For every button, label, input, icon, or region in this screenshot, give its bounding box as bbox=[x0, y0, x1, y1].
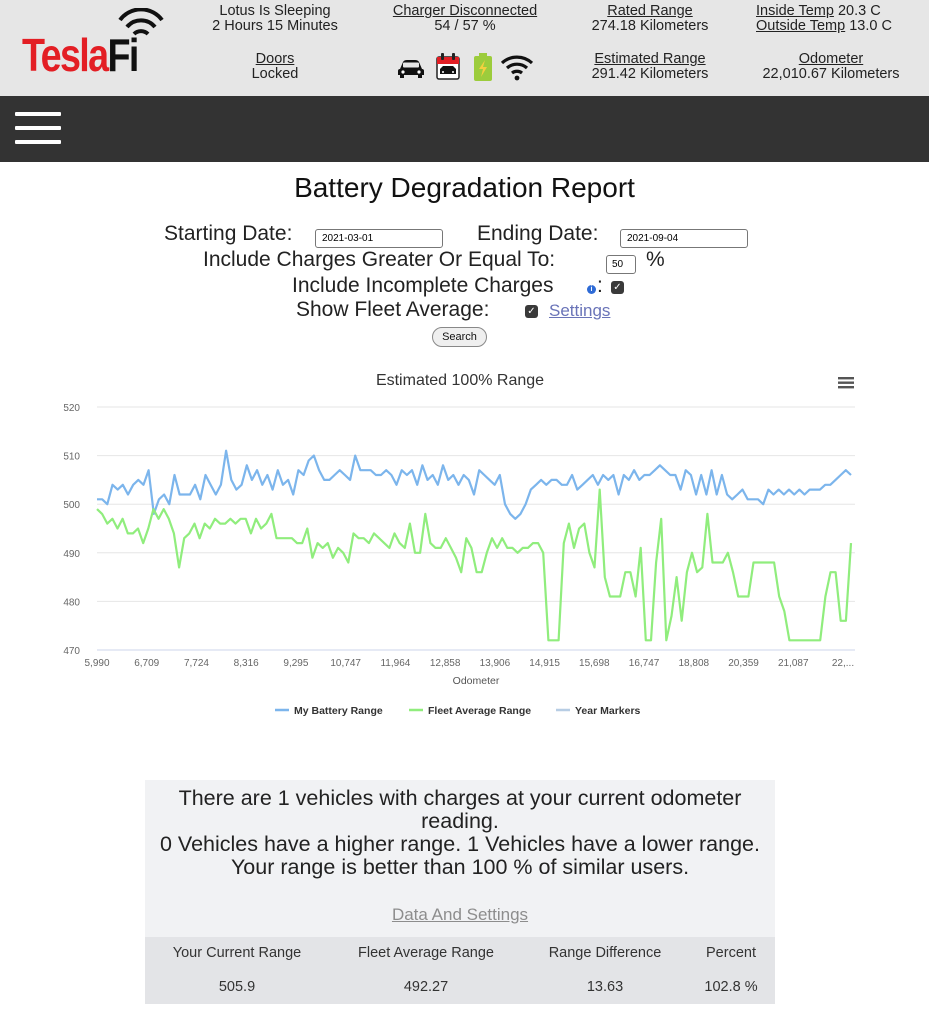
incomplete-charges-colon: : bbox=[597, 274, 603, 297]
charger-status[interactable] bbox=[380, 4, 550, 34]
y-tick-label: 500 bbox=[63, 500, 80, 512]
y-tick-label: 510 bbox=[63, 451, 80, 463]
x-tick-label: 8,316 bbox=[233, 658, 259, 669]
estimated-range-link[interactable]: Estimated Range bbox=[594, 51, 706, 67]
calendar-icon[interactable] bbox=[434, 52, 462, 82]
charge-level: 54 / 57 % bbox=[434, 18, 496, 34]
incomplete-charges-label: Include Incomplete Charges bbox=[292, 274, 554, 297]
end-date-label: Ending Date: bbox=[477, 222, 599, 245]
rated-range-value: 274.18 Kilometers bbox=[591, 18, 709, 34]
legend-item[interactable]: Fleet Average Range bbox=[428, 705, 532, 717]
fleet-comparison-panel bbox=[145, 780, 775, 1004]
x-tick-label: 21,087 bbox=[777, 658, 809, 669]
plot-area bbox=[97, 451, 851, 641]
doors-value: Locked bbox=[251, 66, 299, 82]
range-difference-value: 13.63 bbox=[586, 979, 624, 995]
fleet-average-value: 492.27 bbox=[403, 979, 449, 995]
fleet-average-label: Show Fleet Average: bbox=[296, 298, 490, 321]
odometer-link[interactable]: Odometer bbox=[798, 51, 864, 67]
vehicle-state bbox=[195, 4, 355, 34]
start-date-label: Starting Date: bbox=[164, 222, 293, 245]
doors-status[interactable] bbox=[215, 52, 335, 82]
start-date-input[interactable] bbox=[315, 229, 443, 248]
x-tick-label: 7,724 bbox=[183, 658, 209, 669]
x-tick-label: 6,709 bbox=[134, 658, 160, 669]
sleep-duration: 2 Hours 15 Minutes bbox=[212, 18, 338, 34]
higher-lower-text: 0 Vehicles have a higher range. 1 Vehicles have a lower range. bbox=[159, 832, 760, 856]
x-tick-label: 14,915 bbox=[529, 658, 560, 669]
legend-item[interactable]: My Battery Range bbox=[294, 705, 383, 717]
chart-menu-icon[interactable] bbox=[838, 377, 854, 388]
data-and-settings-link[interactable]: Data And Settings bbox=[391, 905, 529, 924]
status-icons bbox=[396, 52, 536, 84]
vehicles-count-text: There are 1 vehicles with charges at your current odometer reading. bbox=[178, 786, 742, 833]
x-axis-title: Odometer bbox=[452, 675, 500, 687]
outside-temp-value: 13.0 C bbox=[849, 18, 892, 34]
x-tick-label: 10,747 bbox=[330, 658, 361, 669]
end-date-input[interactable] bbox=[620, 229, 748, 248]
estimated-range[interactable] bbox=[575, 52, 725, 82]
x-tick-label: 9,295 bbox=[283, 658, 309, 669]
rated-range-link[interactable]: Rated Range bbox=[607, 3, 693, 19]
y-tick-label: 490 bbox=[63, 548, 80, 560]
x-tick-label: 16,747 bbox=[628, 658, 660, 669]
chart-legend bbox=[275, 705, 641, 717]
temperatures bbox=[756, 4, 892, 34]
charger-status-link[interactable]: Charger Disconnected bbox=[392, 3, 538, 19]
y-axis bbox=[63, 403, 855, 657]
doors-link[interactable]: Doors bbox=[255, 51, 295, 67]
x-tick-label: 13,906 bbox=[479, 658, 511, 669]
vehicle-status-text: Lotus Is Sleeping bbox=[219, 3, 331, 19]
logo-wordmark: TeslaFi bbox=[22, 29, 138, 81]
column-header: Percent bbox=[706, 945, 756, 961]
percent-value: 102.8 % bbox=[704, 979, 758, 995]
hamburger-menu-icon[interactable] bbox=[15, 112, 61, 144]
x-tick-label: 11,964 bbox=[380, 658, 411, 669]
x-tick-label: 5,990 bbox=[84, 658, 110, 669]
x-tick-label: 20,359 bbox=[728, 658, 759, 669]
inside-temp-value: 20.3 C bbox=[837, 3, 881, 19]
range-chart bbox=[0, 360, 929, 730]
column-header: Range Difference bbox=[548, 945, 662, 961]
battery-charging-icon[interactable] bbox=[472, 52, 494, 82]
info-icon[interactable]: i bbox=[587, 285, 596, 294]
legend-item[interactable]: Year Markers bbox=[575, 705, 641, 717]
fleet-average-checkbox[interactable]: ✓ bbox=[525, 305, 538, 318]
x-tick-label: 12,858 bbox=[429, 658, 461, 669]
x-tick-label: 18,808 bbox=[678, 658, 710, 669]
y-tick-label: 480 bbox=[63, 597, 80, 609]
odometer-value: 22,010.67 Kilometers bbox=[762, 66, 900, 82]
y-tick-label: 470 bbox=[63, 646, 80, 657]
settings-link[interactable]: Settings bbox=[549, 301, 611, 320]
outside-temp-link[interactable]: Outside Temp bbox=[756, 18, 846, 34]
x-tick-label: 22,... bbox=[831, 658, 855, 669]
status-header bbox=[0, 0, 929, 96]
threshold-label: Include Charges Greater Or Equal To: bbox=[203, 248, 556, 271]
chart-title: Estimated 100% Range bbox=[375, 372, 545, 389]
threshold-unit: % bbox=[646, 248, 665, 271]
percentile-text: Your range is better than 100 % of similar users. bbox=[230, 855, 690, 879]
current-range-value: 505.9 bbox=[218, 979, 256, 995]
odometer[interactable] bbox=[752, 52, 910, 82]
series-line-1[interactable] bbox=[97, 490, 851, 641]
wifi-icon[interactable] bbox=[500, 52, 534, 82]
incomplete-charges-checkbox[interactable]: ✓ bbox=[611, 281, 624, 294]
y-tick-label: 520 bbox=[63, 403, 80, 414]
nav-bar bbox=[0, 96, 929, 162]
page-title: Battery Degradation Report bbox=[294, 172, 635, 203]
estimated-range-value: 291.42 Kilometers bbox=[591, 66, 709, 82]
fleet-comparison-text bbox=[145, 787, 775, 879]
series-line-0[interactable] bbox=[97, 451, 851, 519]
x-tick-label: 15,698 bbox=[579, 658, 610, 669]
car-icon[interactable] bbox=[396, 52, 426, 80]
search-button[interactable]: Search bbox=[432, 327, 487, 347]
column-header: Your Current Range bbox=[172, 945, 302, 961]
inside-temp-link[interactable]: Inside Temp bbox=[756, 3, 834, 19]
x-axis bbox=[84, 658, 854, 669]
column-header: Fleet Average Range bbox=[358, 945, 494, 961]
threshold-input[interactable] bbox=[606, 255, 636, 274]
rated-range[interactable] bbox=[575, 4, 725, 34]
data-settings-link-row bbox=[145, 905, 775, 925]
teslafi-logo[interactable] bbox=[22, 8, 172, 84]
range-stats-table bbox=[145, 937, 775, 1004]
